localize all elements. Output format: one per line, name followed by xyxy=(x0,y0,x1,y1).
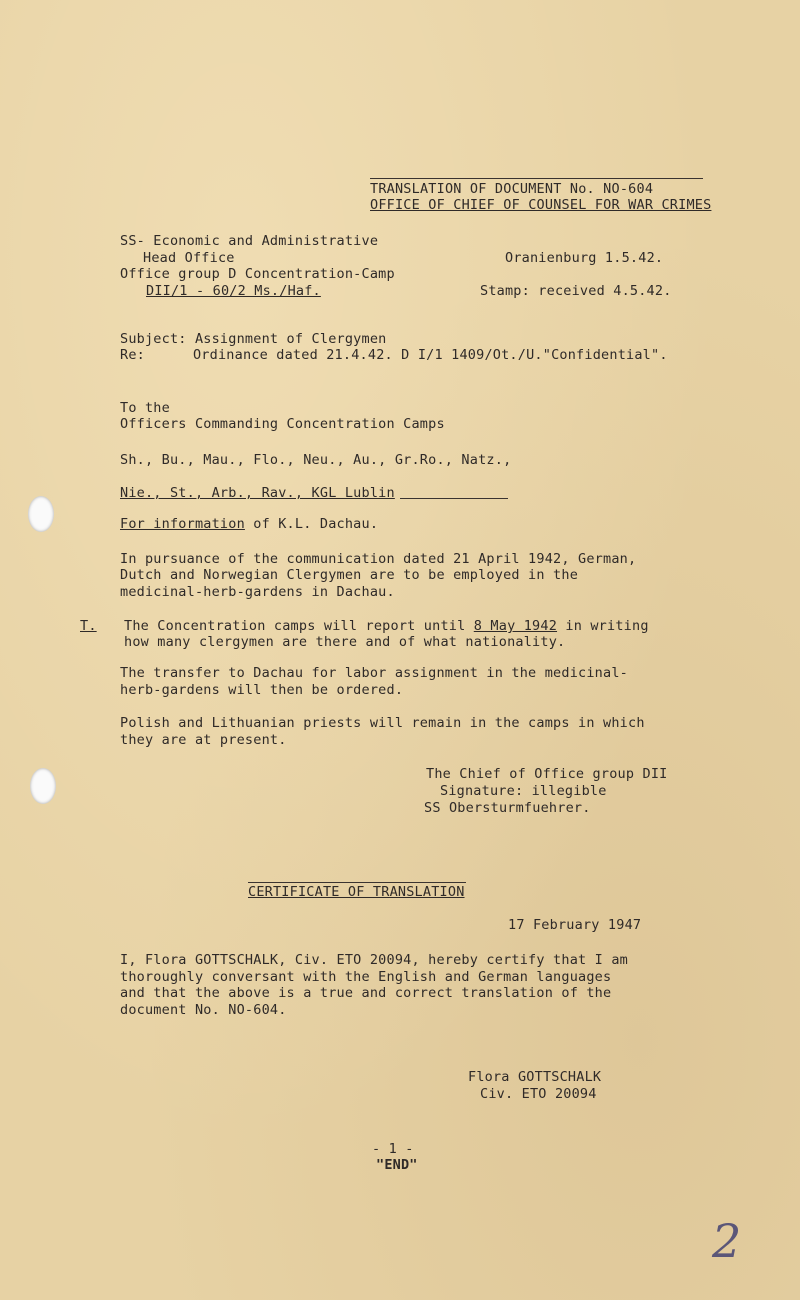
end-marker: "END" xyxy=(376,1157,418,1173)
certificate-top-rule xyxy=(248,882,466,883)
certificate-line3: and that the above is a true and correct translation of the xyxy=(120,985,612,1001)
recipients-line4: Nie., St., Arb., Rav., KGL Lublin xyxy=(120,485,395,501)
re-line xyxy=(120,347,668,363)
info-line xyxy=(120,516,378,532)
recipients-underline-extension xyxy=(400,498,508,499)
punch-hole-top xyxy=(28,496,54,532)
sender-line3: Office group D Concentration-Camp xyxy=(120,266,395,282)
margin-mark: T. xyxy=(80,618,97,634)
sender-line1: SS- Economic and Administrative xyxy=(120,233,379,249)
signature-status: Signature: illegible xyxy=(440,783,607,799)
re-label: Re: xyxy=(120,347,145,363)
signature-title: The Chief of Office group DII xyxy=(426,766,668,782)
certificate-title: CERTIFICATE OF TRANSLATION xyxy=(248,884,465,900)
punch-hole-bottom xyxy=(30,768,56,804)
body-p2-line1 xyxy=(124,618,649,634)
body-p4-line2: they are at present. xyxy=(120,732,287,748)
body-p4-line1: Polish and Lithuanian priests will remain in the camps in which xyxy=(120,715,645,731)
recipients-line2: Officers Commanding Concentration Camps xyxy=(120,416,445,432)
handwritten-page-number: 2 xyxy=(712,1214,742,1268)
header-top-rule xyxy=(370,178,703,179)
body-p1-line1: In pursuance of the communication dated 21 April 1942, German, xyxy=(120,551,637,567)
stamp-received: Stamp: received 4.5.42. xyxy=(480,283,672,299)
body-p2-text-b: in writing xyxy=(557,618,649,634)
certificate-line4: document No. NO-604. xyxy=(120,1002,287,1018)
certificate-date: 17 February 1947 xyxy=(508,917,642,933)
body-p3-line2: herb-gardens will then be ordered. xyxy=(120,682,404,698)
certificate-line1: I, Flora GOTTSCHALK, Civ. ETO 20094, hereby certify that I am xyxy=(120,952,628,968)
header-title-line2: OFFICE OF CHIEF OF COUNSEL FOR WAR CRIMES xyxy=(370,197,712,213)
recipients-line3: Sh., Bu., Mau., Flo., Neu., Au., Gr.Ro., Natz., xyxy=(120,452,512,468)
place-date: Oranienburg 1.5.42. xyxy=(505,250,664,266)
subject-label: Subject: xyxy=(120,331,187,347)
certificate-line2: thoroughly conversant with the English and German languages xyxy=(120,969,612,985)
sender-line4: DII/1 - 60/2 Ms./Haf. xyxy=(146,283,321,299)
translator-id: Civ. ETO 20094 xyxy=(480,1086,597,1102)
info-label: For information xyxy=(120,516,245,532)
body-p1-line2: Dutch and Norwegian Clergymen are to be employed in the xyxy=(120,567,579,583)
body-p2-text-a: The Concentration camps will report until xyxy=(124,618,474,634)
signature-rank: SS Obersturmfuehrer. xyxy=(424,800,591,816)
report-deadline-date: 8 May 1942 xyxy=(473,618,558,634)
body-p2-line2: how many clergymen are there and of what nationality. xyxy=(124,634,566,650)
recipients-line1: To the xyxy=(120,400,170,416)
re-text: Ordinance dated 21.4.42. D I/1 1409/Ot./U."Confidential". xyxy=(192,347,668,363)
sender-line2: Head Office xyxy=(143,250,235,266)
translator-name: Flora GOTTSCHALK xyxy=(468,1069,602,1085)
header-title-line1: TRANSLATION OF DOCUMENT No. NO-604 xyxy=(370,181,654,197)
subject-line xyxy=(120,331,387,347)
body-p1-line3: medicinal-herb-gardens in Dachau. xyxy=(120,584,395,600)
subject-text: Assignment of Clergymen xyxy=(194,331,387,347)
page-number: - 1 - xyxy=(372,1141,414,1157)
body-p3-line1: The transfer to Dachau for labor assignment in the medicinal- xyxy=(120,665,628,681)
info-rest: of K.L. Dachau. xyxy=(244,516,379,532)
